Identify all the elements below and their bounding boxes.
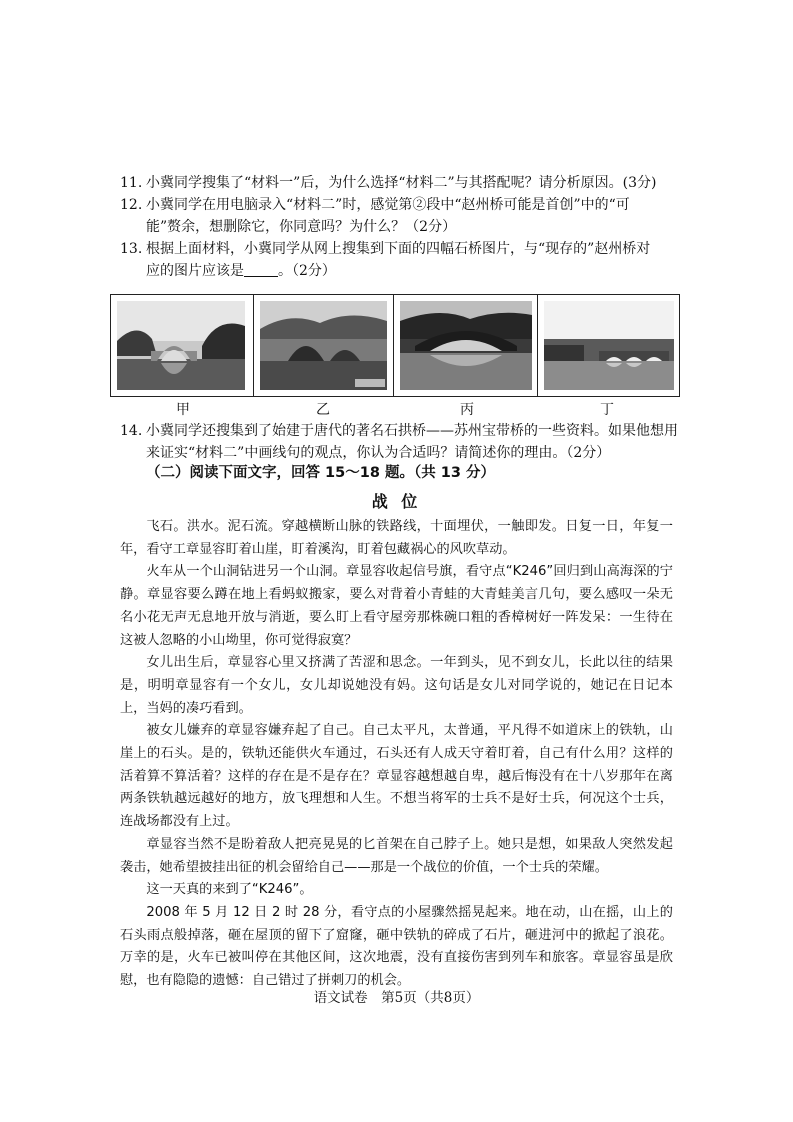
paragraph-4: 被女儿嫌弃的章显容嫌弃起了自己。自己太平凡，太普通，平凡得不如道床上的铁轨，山崖上的石头。是的，铁轨还能供火车通过，石头还有人成天守着盯着，自己有什么用？这样的活着算不算活着？这样的存在是不是存在？章显容越想越自卑，越后悔没有在十八岁那年在离两条铁轨越远越好的地方，放飞理想和人生。不想当将军的士兵不是好士兵，何况这个士兵，连战场都没有上过。 xyxy=(120,723,673,830)
question-text: 小冀同学搜集了“材料一”后，为什么选择“材料二”与其搭配呢？请分析原因。(3分) xyxy=(146,175,657,191)
image-label-ding: 丁 xyxy=(600,402,614,418)
bridge-image-bing xyxy=(394,295,538,396)
question-text-line2a: 应的图片应该是 xyxy=(146,263,244,279)
answer-blank[interactable] xyxy=(244,262,278,277)
paragraph-2: 火车从一个山洞钻进另一个山洞。章显容收起信号旗，看守点“K246”回归到山高海深的宁静。章显容要么蹲在地上看蚂蚁搬家，要么对背着小青蛙的大青蛙美言几句，要么感叹一朵无名小花无声无息地开放与消逝，要么盯上看守屋旁那株碗口粗的香樟树好一阵发呆：一生待在这被人忽略的小山坳里，你可觉得寂寞？ xyxy=(120,564,673,648)
question-number: 11. xyxy=(120,175,143,191)
image-label-jia: 甲 xyxy=(176,402,190,418)
bridge-image-ding xyxy=(538,295,678,396)
bridge-photo-bing xyxy=(400,301,532,390)
section-heading: （二）阅读下面文字，回答 15～18 题。（共 13 分） xyxy=(146,465,495,481)
question-text-line2: 来证实“材料二”中画线句的观点，你认为合适吗？请简述你的理由。（2分） xyxy=(146,445,611,461)
bridge-image-yi xyxy=(254,295,394,396)
question-number: 14. xyxy=(120,423,143,439)
bridge-image-jia xyxy=(111,295,254,396)
paragraph-1: 飞石。洪水。泥石流。穿越横断山脉的铁路线，十面埋伏，一触即发。日复一日，年复一年，看守工章显容盯着山崖，盯着溪沟，盯着包藏祸心的风吹草动。 xyxy=(120,519,673,557)
bridge-photo-ding xyxy=(544,301,674,390)
question-14 xyxy=(120,420,678,464)
image-label-yi: 乙 xyxy=(316,402,330,418)
question-text-line2: 能”赘余，想删除它，你同意吗？为什么？（2分） xyxy=(146,219,457,235)
question-11 xyxy=(120,172,656,194)
paragraph-3: 女儿出生后，章显容心里又挤满了苦涩和思念。一年到头，见不到女儿，长此以往的结果是，明明章显容有一个女儿，女儿却说她没有妈。这句话是女儿对同学说的，她记在日记本上，当妈的凑巧看到。 xyxy=(120,655,673,716)
paragraph-7: 2008 年 5 月 12 日 2 时 28 分，看守点的小屋骤然摇晃起来。地在动，山在摇，山上的石头雨点般掉落，砸在屋顶的留下了窟窿，砸中铁轨的碎成了石片，砸进河中的掀起了浪花。万幸的是，火车已被叫停在其他区间，这次地震，没有直接伤害到列车和旅客。章显容虽是欣慰，也有隐隐的遗憾：自己错过了拼刺刀的机会。 xyxy=(120,904,673,989)
article-body xyxy=(120,516,673,993)
question-13 xyxy=(120,238,650,282)
page-footer: 语文试卷 第5页（共8页） xyxy=(313,990,480,1006)
question-text-line1: 小冀同学还搜集到了始建于唐代的著名石拱桥——苏州宝带桥的一些资料。如果他想用 xyxy=(146,423,678,439)
question-text-line1: 小冀同学在用电脑录入“材料二”时，感觉第②段中“赵州桥可能是首创”中的“可 xyxy=(146,197,630,213)
bridge-photo-jia xyxy=(117,301,245,390)
image-label-row xyxy=(110,399,680,419)
image-label-bing: 丙 xyxy=(460,402,474,418)
question-12 xyxy=(120,194,630,238)
bridge-photo-yi xyxy=(260,301,387,390)
paragraph-5: 章显容当然不是盼着敌人把亮晃晃的匕首架在自己脖子上。她只是想，如果敌人突然发起袭击，她希望披挂出征的机会留给自己——那是一个战位的价值，一个士兵的荣耀。 xyxy=(120,836,673,875)
question-number: 12. xyxy=(120,197,143,213)
bridge-image-table xyxy=(110,294,680,397)
question-text-line2b: 。（2分） xyxy=(278,263,336,279)
paragraph-6: 这一天真的来到了“K246”。 xyxy=(146,882,313,898)
question-number: 13. xyxy=(120,241,143,257)
article-title: 战 位 xyxy=(371,492,422,511)
question-text-line1: 根据上面材料，小冀同学从网上搜集到下面的四幅石桥图片，与“现存的”赵州桥对 xyxy=(146,241,651,257)
